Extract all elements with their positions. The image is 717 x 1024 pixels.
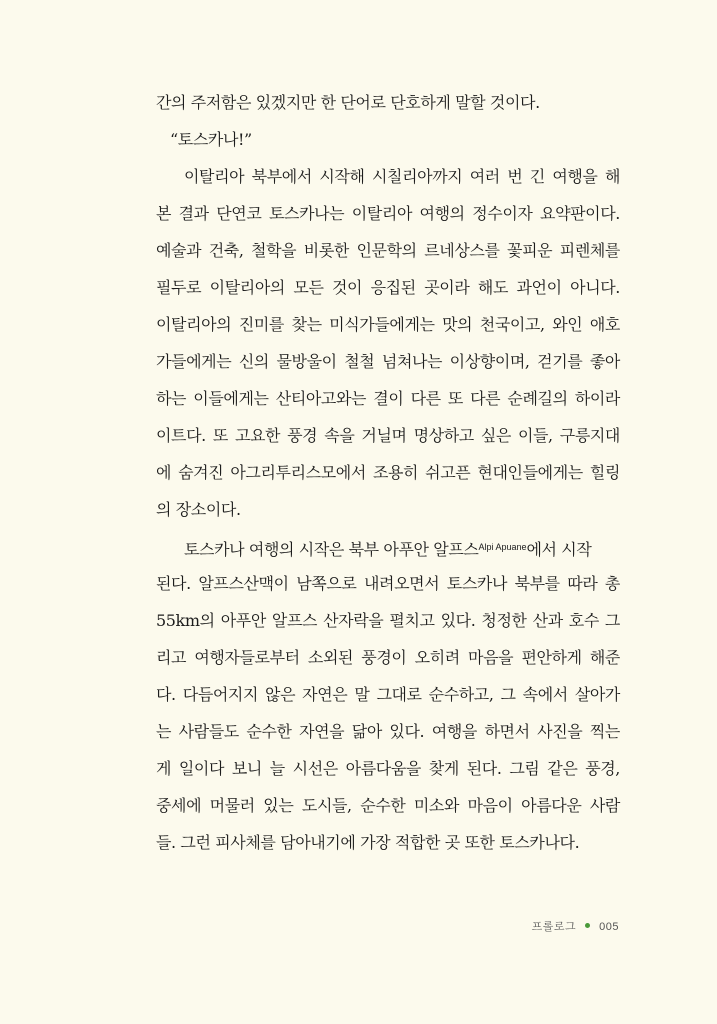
text-line: 리고 여행자들로부터 소외된 풍경이 오히려 마음을 편안하게 해준 [156,648,620,667]
quote-line: “토스카나!” [170,130,252,149]
text-line: 들. 그런 피사체를 담아내기에 가장 적합한 곳 또한 토스카나다. [156,833,580,852]
text-line: 본 결과 단연코 토스카나는 이탈리아 여행의 정수이자 요약판이다. [156,204,620,223]
text-line: 의 장소이다. [156,500,241,519]
bullet-dot-icon [585,923,590,928]
foreign-term-annotation: Alpi Apuane [478,542,527,552]
text-line: 에 숨겨진 아그리투리스모에서 조용히 쉬고픈 현대인들에게는 힐링 [156,463,620,482]
text-line: 는 사람들도 순수한 자연을 닮아 있다. 여행을 하면서 사진을 찍는 [156,722,620,741]
text-segment: 토스카나 여행의 시작은 북부 아푸안 알프스 [184,540,479,559]
text-line: 이탈리아 북부에서 시작해 시칠리아까지 여러 번 긴 여행을 해 [184,167,620,186]
text-line: 다. 다듬어지지 않은 자연은 말 그대로 순수하고, 그 속에서 살아가 [156,685,620,704]
text-line: 이트다. 또 고요한 풍경 속을 거닐며 명상하고 싶은 이들, 구릉지대 [156,426,620,445]
text-line: 간의 주저함은 있겠지만 한 단어로 단호하게 말할 것이다. [156,93,540,112]
text-line: 이탈리아의 진미를 찾는 미식가들에게는 맛의 천국이고, 와인 애호 [156,315,620,334]
text-line: 가들에게는 신의 물방울이 철철 넘쳐나는 이상향이며, 걷기를 좋아 [156,352,620,371]
text-line: 중세에 머물러 있는 도시들, 순수한 미소와 마음이 아름다운 사람 [156,796,620,815]
text-line: 된다. 알프스산맥이 남쪽으로 내려오면서 토스카나 북부를 따라 총 [156,574,620,593]
text-line: 55km의 아푸안 알프스 산자락을 펼치고 있다. 청정한 산과 호수 그 [156,611,620,630]
text-line: 필두로 이탈리아의 모든 것이 응집된 곳이라 해도 과언이 아니다. [156,278,620,297]
page-footer [532,918,619,934]
section-name: 프롤로그 [531,921,577,933]
page-number: 005 [599,921,619,933]
text-segment: 에서 시작 [526,540,592,559]
text-line: 예술과 건축, 철학을 비롯한 인문학의 르네상스를 꽃피운 피렌체를 [156,241,620,260]
text-line: 하는 이들에게는 산티아고와는 결이 다른 또 다른 순례길의 하이라 [156,389,620,408]
text-line: 게 일이다 보니 늘 시선은 아름다움을 찾게 된다. 그림 같은 풍경, [156,759,620,778]
text-line-with-annotation [184,536,620,561]
